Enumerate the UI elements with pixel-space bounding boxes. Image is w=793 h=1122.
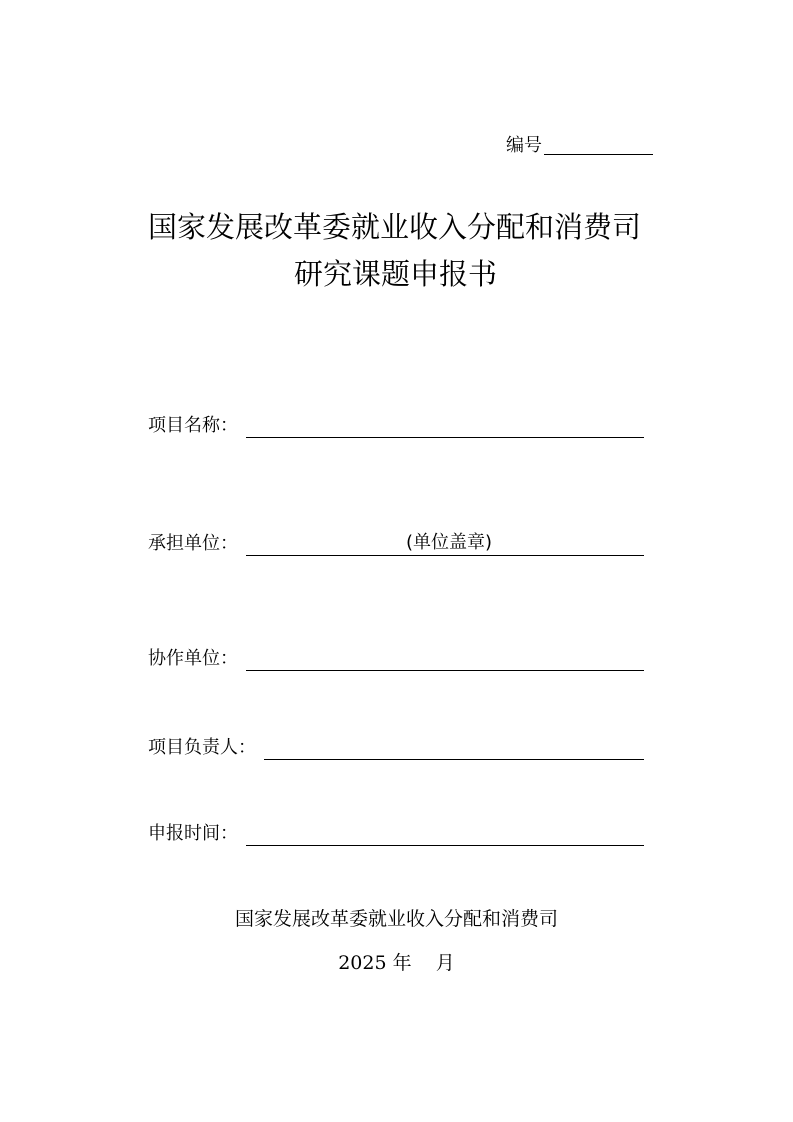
- project-leader-field: [148, 735, 644, 760]
- undertaking-unit-blank[interactable]: [246, 531, 644, 556]
- application-date-field: [148, 821, 644, 846]
- cooperating-unit-label: 协作单位：: [148, 648, 238, 669]
- document-title-line1: 国家发展改革委就业收入分配和消费司: [148, 210, 642, 244]
- project-leader-label: 项目负责人：: [148, 737, 256, 758]
- project-leader-blank[interactable]: [264, 735, 644, 760]
- application-date-blank[interactable]: [246, 821, 644, 846]
- project-name-field: [148, 413, 644, 438]
- serial-number-label: 编号: [506, 135, 542, 156]
- serial-number-blank[interactable]: [544, 154, 653, 155]
- footer-date: 2025 年 月: [338, 952, 455, 974]
- undertaking-unit-label: 承担单位：: [148, 533, 238, 554]
- serial-number-field: [506, 131, 653, 157]
- document-title-line2: 研究课题申报书: [294, 257, 498, 291]
- unit-seal-note: (单位盖章): [406, 532, 493, 553]
- cooperating-unit-blank[interactable]: [246, 646, 644, 671]
- undertaking-unit-field: [148, 531, 644, 556]
- project-name-blank[interactable]: [246, 413, 644, 438]
- application-date-label: 申报时间：: [148, 823, 238, 844]
- cooperating-unit-field: [148, 646, 644, 671]
- project-name-label: 项目名称：: [148, 415, 238, 436]
- footer-organization: 国家发展改革委就业收入分配和消费司: [234, 908, 558, 930]
